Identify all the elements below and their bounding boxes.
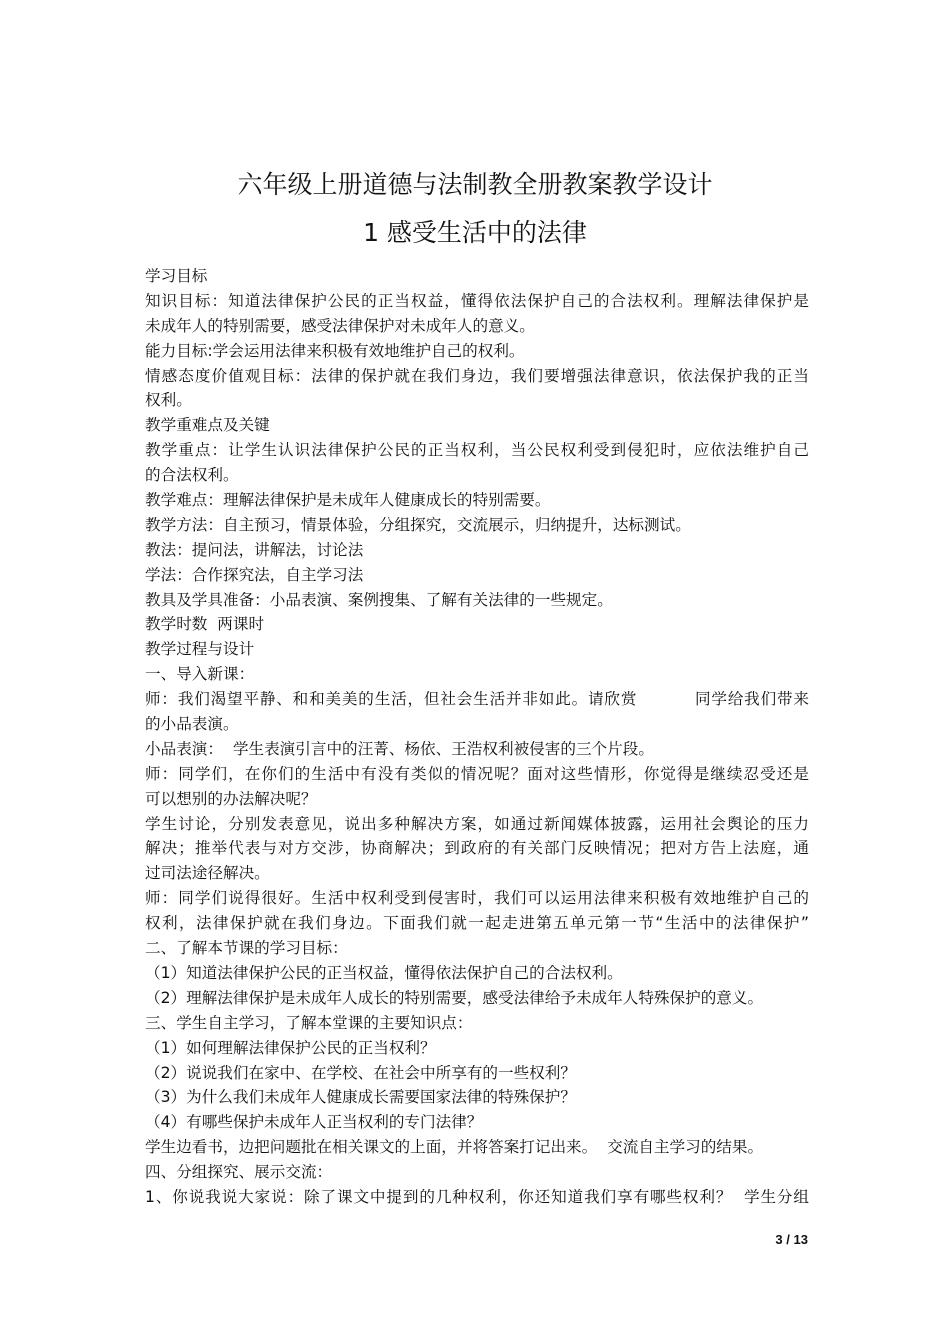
text-line: 教学重难点及关键: [145, 416, 270, 435]
text-line: 的合法权利。: [145, 466, 239, 485]
text-line: （1）如何理解法律保护公民的正当权利？: [145, 1038, 436, 1057]
text-line: 教具及学具准备：小品表演、案例搜集、了解有关法律的一些规定。: [145, 590, 613, 609]
text-line: 教学方法：自主预习，情景体验，分组探究，交流展示，归纳提升，达标测试。: [145, 515, 691, 534]
text-line: 学生边看书，边把问题批在相关课文的上面，并将答案打记出来。 交流自主学习的结果。: [145, 1138, 764, 1157]
text-line: 解决；推举代表与对方交涉，协商解决；到政府的有关部门反映情况；把对方告上法庭，通: [145, 839, 809, 858]
text-line: （2）说说我们在家中、在学校、在社会中所享有的一些权利？: [145, 1063, 576, 1082]
text-line: 知识目标：知道法律保护公民的正当权益，懂得依法保护自己的合法权利。理解法律保护是: [145, 291, 809, 310]
page-number: [775, 1232, 808, 1247]
text-line: 权利，法律保护就在我们身边。下面我们就一起走进第五单元第一节“生活中的法律保护”: [145, 914, 809, 933]
text-line: 教学时数 两课时: [145, 615, 265, 634]
page-number-separator: /: [786, 1232, 790, 1247]
text-line: 学法：合作探究法，自主学习法: [145, 565, 364, 584]
text-line: 三、学生自主学习，了解本堂课的主要知识点：: [145, 1013, 473, 1032]
lesson-title: 1 感受生活中的法律: [363, 218, 587, 247]
text-line: 权利。: [145, 391, 192, 410]
document-title: 六年级上册道德与法制教全册教案教学设计: [237, 170, 713, 199]
text-line: 的小品表演。: [145, 715, 239, 734]
text-line: （4）有哪些保护未成年人正当权利的专门法律？: [145, 1113, 483, 1132]
page-number-total: 13: [793, 1232, 808, 1247]
page-number-current: 3: [775, 1232, 783, 1247]
text-line: 能力目标:学会运用法律来积极有效地维护自己的权利。: [145, 341, 525, 360]
text-line: 教学重点：让学生认识法律保护公民的正当权利，当公民权利受到侵犯时，应依法维护自己: [145, 441, 809, 460]
text-line: 四、分组探究、展示交流：: [145, 1163, 333, 1182]
text-line: 教学过程与设计: [145, 640, 255, 659]
document-body: [145, 264, 809, 1210]
text-line: 教法：提问法，讲解法，讨论法: [145, 540, 364, 559]
text-line: 小品表演： 学生表演引言中的汪菁、杨依、王浩权利被侵害的三个片段。: [145, 739, 654, 758]
text-line: 可以想别的办法解决呢？: [145, 789, 317, 808]
text-line: （3）为什么我们未成年人健康成长需要国家法律的特殊保护？: [145, 1088, 576, 1107]
text-line: 未成年人的特别需要，感受法律保护对未成年人的意义。: [145, 316, 535, 335]
text-line: 1、你说我说大家说：除了课文中提到的几种权利，你还知道我们享有哪些权利？ 学生分组: [145, 1187, 809, 1206]
text-line: 师：我们渴望平静、和和美美的生活，但社会生活并非如此。请欣赏 同学给我们带来: [145, 690, 809, 709]
text-line: 学习目标: [145, 267, 208, 285]
text-line: （2）理解法律保护是未成年人成长的特别需要，感受法律给予未成年人特殊保护的意义。: [145, 988, 764, 1007]
text-line: （1）知道法律保护公民的正当权益，懂得依法保护自己的合法权利。: [145, 963, 623, 982]
text-line: 师：同学们，在你们的生活中有没有类似的情况呢？面对这些情形，你觉得是继续忍受还是: [145, 764, 809, 783]
text-line: 过司法途径解决。: [145, 864, 270, 883]
text-line: 师：同学们说得很好。生活中权利受到侵害时，我们可以运用法律来积极有效地维护自己的: [145, 889, 809, 908]
text-line: 教学难点：理解法律保护是未成年人健康成长的特别需要。: [145, 491, 551, 510]
text-line: 学生讨论，分别发表意见，说出多种解决方案，如通过新闻媒体披露，运用社会舆论的压力: [145, 814, 809, 833]
text-line: 情感态度价值观目标：法律的保护就在我们身边，我们要增强法律意识，依法保护我的正当: [145, 366, 809, 385]
text-line: 一、导入新课：: [145, 665, 255, 684]
text-line: 二、了解本节课的学习目标：: [145, 939, 348, 958]
